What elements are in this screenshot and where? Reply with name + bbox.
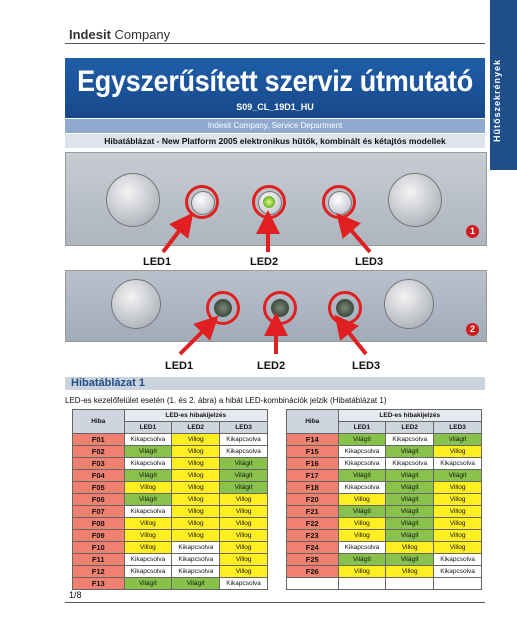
led2-state-cell: Világít [386,518,434,530]
led3-state-cell: Villog [220,518,268,530]
led3-state-cell: Világít [434,434,482,446]
led3-state-cell: Villog [434,494,482,506]
led2-state-cell: Világít [386,506,434,518]
error-code-cell [287,578,339,590]
col-header-led2: LED2 [386,422,434,434]
error-code-cell: F04 [73,470,125,482]
table-row [73,554,268,566]
document-subtitle: Hibatáblázat - New Platform 2005 elektronikus hűtők, kombinált és kétajtós modellek [65,134,485,148]
led3-state-cell: Villog [434,518,482,530]
col-header-led3: LED3 [434,422,482,434]
led1-state-cell: Világít [124,470,172,482]
table-row [287,458,482,470]
led1-state-cell: Kikapcsolva [124,566,172,578]
led3-state-cell: Villog [220,494,268,506]
led2-state-cell: Világít [386,482,434,494]
error-code-cell: F07 [73,506,125,518]
led3-state-cell: Villog [434,542,482,554]
department-bar: Indesit Company, Service Department [65,119,485,133]
led2-state-cell: Világít [386,494,434,506]
table-row [287,434,482,446]
arrow-led1-fig2 [180,324,210,354]
led1-state-cell: Villog [124,530,172,542]
led3-label-fig2: LED3 [352,360,381,372]
led2-state-cell: Világít [386,470,434,482]
table-body [73,434,268,590]
led2-label-fig2: LED2 [257,360,286,372]
led3-state-cell: Villog [220,566,268,578]
error-code-cell: F05 [73,482,125,494]
section-header [65,377,485,390]
led3-state-cell: Kikapcsolva [220,446,268,458]
table-row [73,518,268,530]
led1-state-cell: Kikapcsolva [338,446,386,458]
led1-state-cell: Villog [338,494,386,506]
table-row [287,518,482,530]
led3-state-cell: Kikapcsolva [434,566,482,578]
col-header-led1: LED1 [124,422,172,434]
page-number: 1/8 [69,590,82,600]
table-row [73,458,268,470]
led1-state-cell: Kikapcsolva [338,458,386,470]
led2-state-cell: Kikapcsolva [172,566,220,578]
led1-state-cell: Világít [124,446,172,458]
led2-state-cell: Villog [386,566,434,578]
led3-state-cell [434,578,482,590]
table-row [287,530,482,542]
led2-label-fig1: LED2 [250,256,279,268]
led2-state-cell: Világít [172,578,220,590]
error-code-cell: F14 [287,434,339,446]
led1-state-cell: Világít [124,494,172,506]
led2-state-cell: Villog [386,542,434,554]
col-header-code: Hiba [287,410,339,434]
table-row [287,506,482,518]
error-code-cell: F21 [287,506,339,518]
error-code-cell: F26 [287,566,339,578]
led1-state-cell: Villog [124,542,172,554]
table-body [287,434,482,590]
col-header-led2: LED2 [172,422,220,434]
led2-state-cell: Villog [172,494,220,506]
error-code-cell: F13 [73,578,125,590]
table-row [73,494,268,506]
led1-state-cell: Villog [338,518,386,530]
col-header-code: Hiba [73,410,125,434]
led3-label-fig1: LED3 [355,256,384,268]
led1-label-fig1: LED1 [143,256,172,268]
col-header-led3: LED3 [220,422,268,434]
led1-state-cell: Kikapcsolva [124,458,172,470]
arrow-led3-fig2 [342,324,366,354]
table-row [287,542,482,554]
table-row [73,578,268,590]
led2-state-cell: Világít [386,554,434,566]
section-title: Hibatáblázat 1 [71,377,145,389]
error-code-cell: F12 [73,566,125,578]
figure-number-2: 2 [466,323,479,336]
led3-state-cell: Villog [434,482,482,494]
led3-state-cell: Világít [220,470,268,482]
table-row [73,434,268,446]
led1-label-fig2: LED1 [165,360,194,372]
error-code-cell: F17 [287,470,339,482]
error-code-cell: F18 [287,482,339,494]
col-header-group: LED-es hibakijelzés [124,410,268,422]
led3-state-cell: Világít [220,458,268,470]
led3-state-cell: Villog [220,530,268,542]
table-row [287,494,482,506]
led2-state-cell: Villog [172,458,220,470]
error-code-cell: F01 [73,434,125,446]
led1-state-cell: Kikapcsolva [338,542,386,554]
error-table-left [72,409,268,590]
led1-state-cell: Világít [338,506,386,518]
table-row [73,530,268,542]
led2-state-cell: Kikapcsolva [172,542,220,554]
table-row [73,506,268,518]
led2-state-cell: Kikapcsolva [386,434,434,446]
led3-state-cell: Kikapcsolva [220,434,268,446]
led2-state-cell: Kikapcsolva [386,458,434,470]
error-table-right [286,409,482,590]
arrow-led3-fig1 [344,222,370,252]
led1-state-cell: Kikapcsolva [124,434,172,446]
led3-state-cell: Villog [220,542,268,554]
led2-state-cell [386,578,434,590]
table-row [73,482,268,494]
led3-state-cell: Villog [434,530,482,542]
error-code-cell: F10 [73,542,125,554]
error-code-cell: F11 [73,554,125,566]
document-code: S09_CL_19D1_HU [236,102,314,112]
led1-state-cell: Világít [338,554,386,566]
led1-state-cell: Villog [338,566,386,578]
error-code-cell: F02 [73,446,125,458]
error-code-cell: F15 [287,446,339,458]
led1-state-cell [338,578,386,590]
intro-text: LED-es kezelőfelület esetén (1. és 2. ábra) a hibát LED-kombinációk jelzik (Hibatáblázat 1) [65,396,387,405]
led3-state-cell: Villog [434,446,482,458]
led2-state-cell: Világít [386,530,434,542]
table-row [73,542,268,554]
arrow-led1-fig1 [163,222,186,252]
error-code-cell: F16 [287,458,339,470]
error-code-cell: F08 [73,518,125,530]
led3-state-cell: Kikapcsolva [434,554,482,566]
error-code-cell: F09 [73,530,125,542]
led3-state-cell: Villog [434,506,482,518]
led3-state-cell: Kikapcsolva [220,578,268,590]
table-row [287,446,482,458]
led1-state-cell: Világít [124,578,172,590]
table-row [287,578,482,590]
table-row [73,446,268,458]
error-code-cell: F06 [73,494,125,506]
table-row [73,566,268,578]
led2-state-cell: Villog [172,506,220,518]
led2-state-cell: Kikapcsolva [172,554,220,566]
led2-state-cell: Villog [172,470,220,482]
error-code-cell: F23 [287,530,339,542]
led1-state-cell: Villog [338,530,386,542]
led1-state-cell: Kikapcsolva [124,554,172,566]
table-row [73,470,268,482]
led3-state-cell: Villog [220,554,268,566]
figure-number-1: 1 [466,225,479,238]
led1-state-cell: Világít [338,470,386,482]
brand-bold: Indesit [69,27,111,42]
led3-state-cell: Kikapcsolva [434,458,482,470]
brand-rest: Company [110,27,171,42]
error-code-cell: F24 [287,542,339,554]
error-code-cell: F03 [73,458,125,470]
led1-state-cell: Kikapcsolva [338,482,386,494]
side-tab-label: Hűtőszekrények [492,58,502,142]
led3-state-cell: Világít [220,482,268,494]
led3-state-cell: Villog [220,506,268,518]
error-code-cell: F20 [287,494,339,506]
led1-state-cell: Világít [338,434,386,446]
table-row [287,482,482,494]
error-code-cell: F22 [287,518,339,530]
led1-state-cell: Kikapcsolva [124,506,172,518]
led1-state-cell: Villog [124,518,172,530]
footer-rule [65,602,485,603]
col-header-led1: LED1 [338,422,386,434]
led2-state-cell: Villog [172,446,220,458]
table-row [287,470,482,482]
table-row [287,554,482,566]
page-title: Egyszerűsített szerviz útmutató [77,64,473,98]
led2-state-cell: Világít [386,446,434,458]
led2-state-cell: Villog [172,434,220,446]
led3-state-cell: Világít [434,470,482,482]
led2-state-cell: Villog [172,482,220,494]
led2-state-cell: Villog [172,530,220,542]
error-code-cell: F25 [287,554,339,566]
led2-state-cell: Villog [172,518,220,530]
col-header-group: LED-es hibakijelzés [338,410,482,422]
table-row [287,566,482,578]
led1-state-cell: Villog [124,482,172,494]
